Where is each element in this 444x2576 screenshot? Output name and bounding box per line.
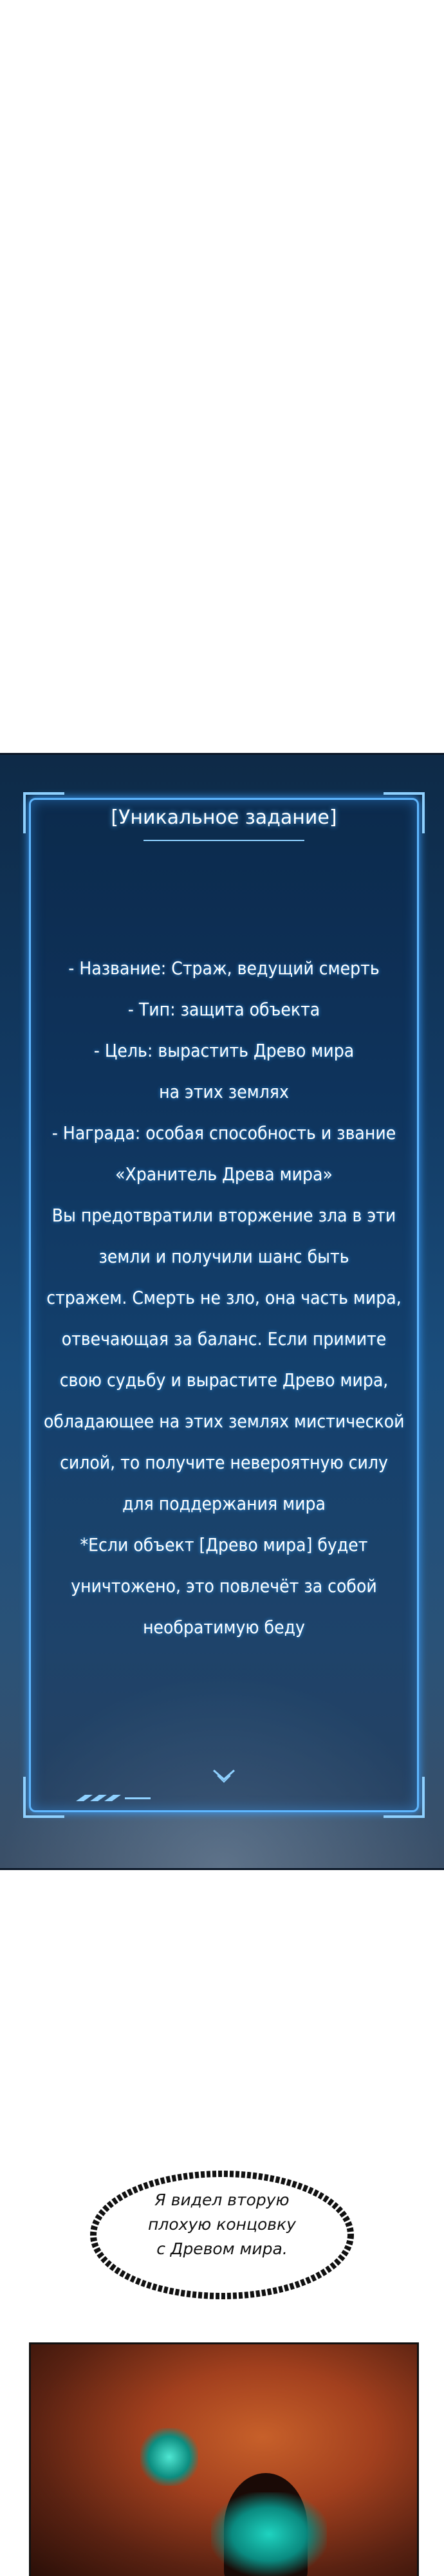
quest-line: необратимую беду	[143, 1617, 305, 1638]
quest-line: для поддержания мира	[122, 1493, 326, 1514]
bubble-line: Я видел вторую	[154, 2191, 290, 2209]
frame-corner-bottom-left	[23, 1777, 64, 1818]
quest-line: силой, то получите невероятную силу	[60, 1452, 388, 1473]
quest-line: обладающее на этих землях мистической	[44, 1411, 405, 1432]
quest-line: земли и получили шанс быть	[98, 1246, 349, 1267]
blue-flame	[140, 2428, 198, 2486]
quest-line: стражем. Смерть не зло, она часть мира,	[46, 1287, 402, 1308]
quest-line: свою судьбу и вырастите Древо мира,	[59, 1369, 389, 1391]
comic-scene-panel	[29, 2342, 419, 2576]
quest-line: Вы предотвратили вторжение зла в эти	[51, 1205, 396, 1226]
bubble-line: с Древом мира.	[156, 2239, 288, 2258]
quest-line: уничтожено, это повлечёт за собой	[71, 1575, 377, 1597]
quest-line: отвечающая за баланс. Если примите	[61, 1328, 387, 1349]
quest-line: - Цель: вырастить Древо мира	[93, 1040, 355, 1061]
quest-line: - Награда: особая способность и звание	[51, 1122, 396, 1144]
quest-line: «Хранитель Древа мира»	[115, 1163, 333, 1185]
blue-flame	[211, 2492, 327, 2576]
quest-description	[44, 948, 404, 1648]
title-underline	[143, 840, 304, 841]
quest-title: [Уникальное задание]	[111, 806, 337, 829]
decorative-dashes	[76, 1793, 153, 1802]
quest-line: - Название: Страж, ведущий смерть	[68, 958, 380, 979]
quest-line: *Если объект [Древо мира] будет	[80, 1534, 368, 1555]
bubble-line: плохую концовку	[148, 2215, 296, 2234]
quest-window	[29, 798, 419, 1812]
chevron-down-icon	[211, 1766, 237, 1786]
frame-corner-bottom-right	[384, 1777, 425, 1818]
speech-bubble-text	[129, 2188, 315, 2261]
quest-line: - Тип: защита объекта	[127, 999, 320, 1020]
quest-line: на этих землях	[159, 1081, 289, 1102]
